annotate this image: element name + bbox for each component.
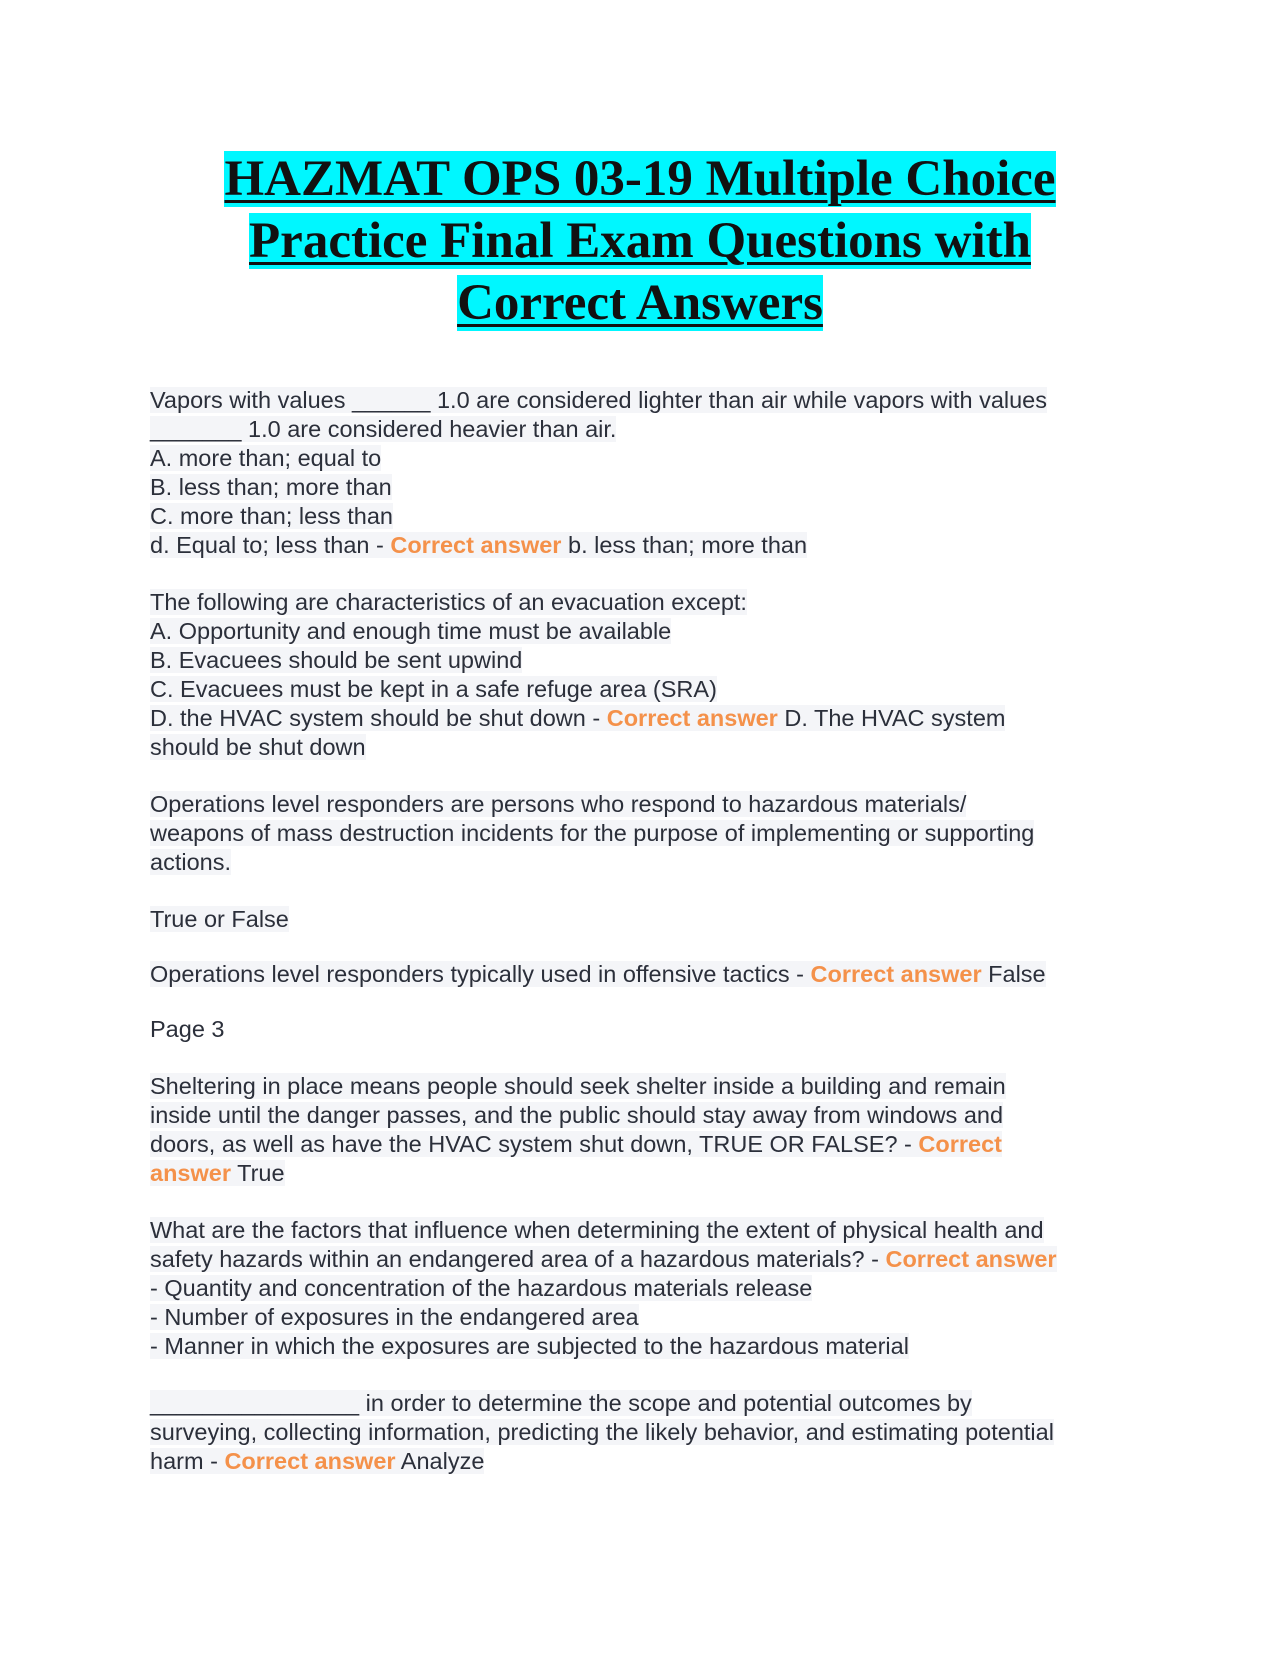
option-d: D. the HVAC system should be shut down -	[150, 705, 607, 731]
correct-answer-label: answer	[150, 1160, 231, 1186]
question-4	[150, 905, 1140, 934]
question-text: Operations level responders are persons who respond to hazardous materials/	[150, 791, 967, 817]
option-b: B. less than; more than	[150, 474, 392, 500]
question-6	[150, 1072, 1140, 1188]
option-a: A. more than; equal to	[150, 445, 382, 471]
option-b: B. Evacuees should be sent upwind	[150, 647, 523, 673]
question-text: Operations level responders typically used in offensive tactics -	[150, 961, 811, 987]
correct-answer-label: Correct answer	[224, 1448, 396, 1474]
question-text: True or False	[150, 906, 289, 932]
question-5	[150, 960, 1140, 989]
question-text: actions.	[150, 849, 231, 875]
correct-answer-label: Correct	[918, 1131, 1003, 1157]
title-line-3: Correct Answers	[457, 275, 823, 331]
title-line-1: HAZMAT OPS 03-19 Multiple Choice	[224, 151, 1056, 207]
question-text: inside until the danger passes, and the public should stay away from windows and	[150, 1102, 1004, 1128]
question-text: doors, as well as have the HVAC system shut down, TRUE OR FALSE? -	[150, 1131, 919, 1157]
question-text: Sheltering in place means people should seek shelter inside a building and remain	[150, 1073, 1006, 1099]
correct-answer-label: Correct answer	[390, 532, 562, 558]
document-title	[150, 148, 1130, 334]
correct-answer-label: Correct answer	[810, 961, 982, 987]
question-text: harm -	[150, 1448, 225, 1474]
question-text: surveying, collecting information, predicting the likely behavior, and estimating potential	[150, 1419, 1054, 1445]
question-text: weapons of mass destruction incidents for the purpose of implementing or supporting	[150, 820, 1035, 846]
answer-text: False	[981, 961, 1046, 987]
title-line-2: Practice Final Exam Questions with	[249, 213, 1031, 269]
page-number: Page 3	[150, 1016, 225, 1042]
option-a: A. Opportunity and enough time must be available	[150, 618, 672, 644]
question-7	[150, 1216, 1140, 1361]
question-3	[150, 790, 1140, 877]
question-8	[150, 1389, 1140, 1476]
answer-text: D. The HVAC system	[777, 705, 1006, 731]
question-2	[150, 588, 1140, 762]
answer-text: b. less than; more than	[561, 532, 808, 558]
option-c: C. more than; less than	[150, 503, 393, 529]
answer-item: - Manner in which the exposures are subjected to the hazardous material	[150, 1333, 909, 1359]
answer-text: Analyze	[395, 1448, 485, 1474]
correct-answer-label: Correct answer	[606, 705, 778, 731]
question-text: _______ 1.0 are considered heavier than air.	[150, 416, 617, 442]
option-c: C. Evacuees must be kept in a safe refuge area (SRA)	[150, 676, 717, 702]
page-marker	[150, 1015, 1140, 1044]
question-1	[150, 386, 1140, 560]
question-text: ________________ in order to determine the scope and potential outcomes by	[150, 1390, 972, 1416]
answer-item: - Number of exposures in the endangered area	[150, 1304, 639, 1330]
option-d: d. Equal to; less than -	[150, 532, 391, 558]
document-body	[150, 386, 1140, 1476]
question-text: The following are characteristics of an evacuation except:	[150, 589, 747, 615]
question-text: Vapors with values ______ 1.0 are considered lighter than air while vapors with values	[150, 387, 1047, 413]
answer-text: should be shut down	[150, 734, 366, 760]
question-text: safety hazards within an endangered area of a hazardous materials? -	[150, 1246, 886, 1272]
answer-item: - Quantity and concentration of the hazardous materials release	[150, 1275, 813, 1301]
correct-answer-label: Correct answer	[885, 1246, 1057, 1272]
answer-text: True	[231, 1160, 285, 1186]
question-text: What are the factors that influence when determining the extent of physical health and	[150, 1217, 1044, 1243]
